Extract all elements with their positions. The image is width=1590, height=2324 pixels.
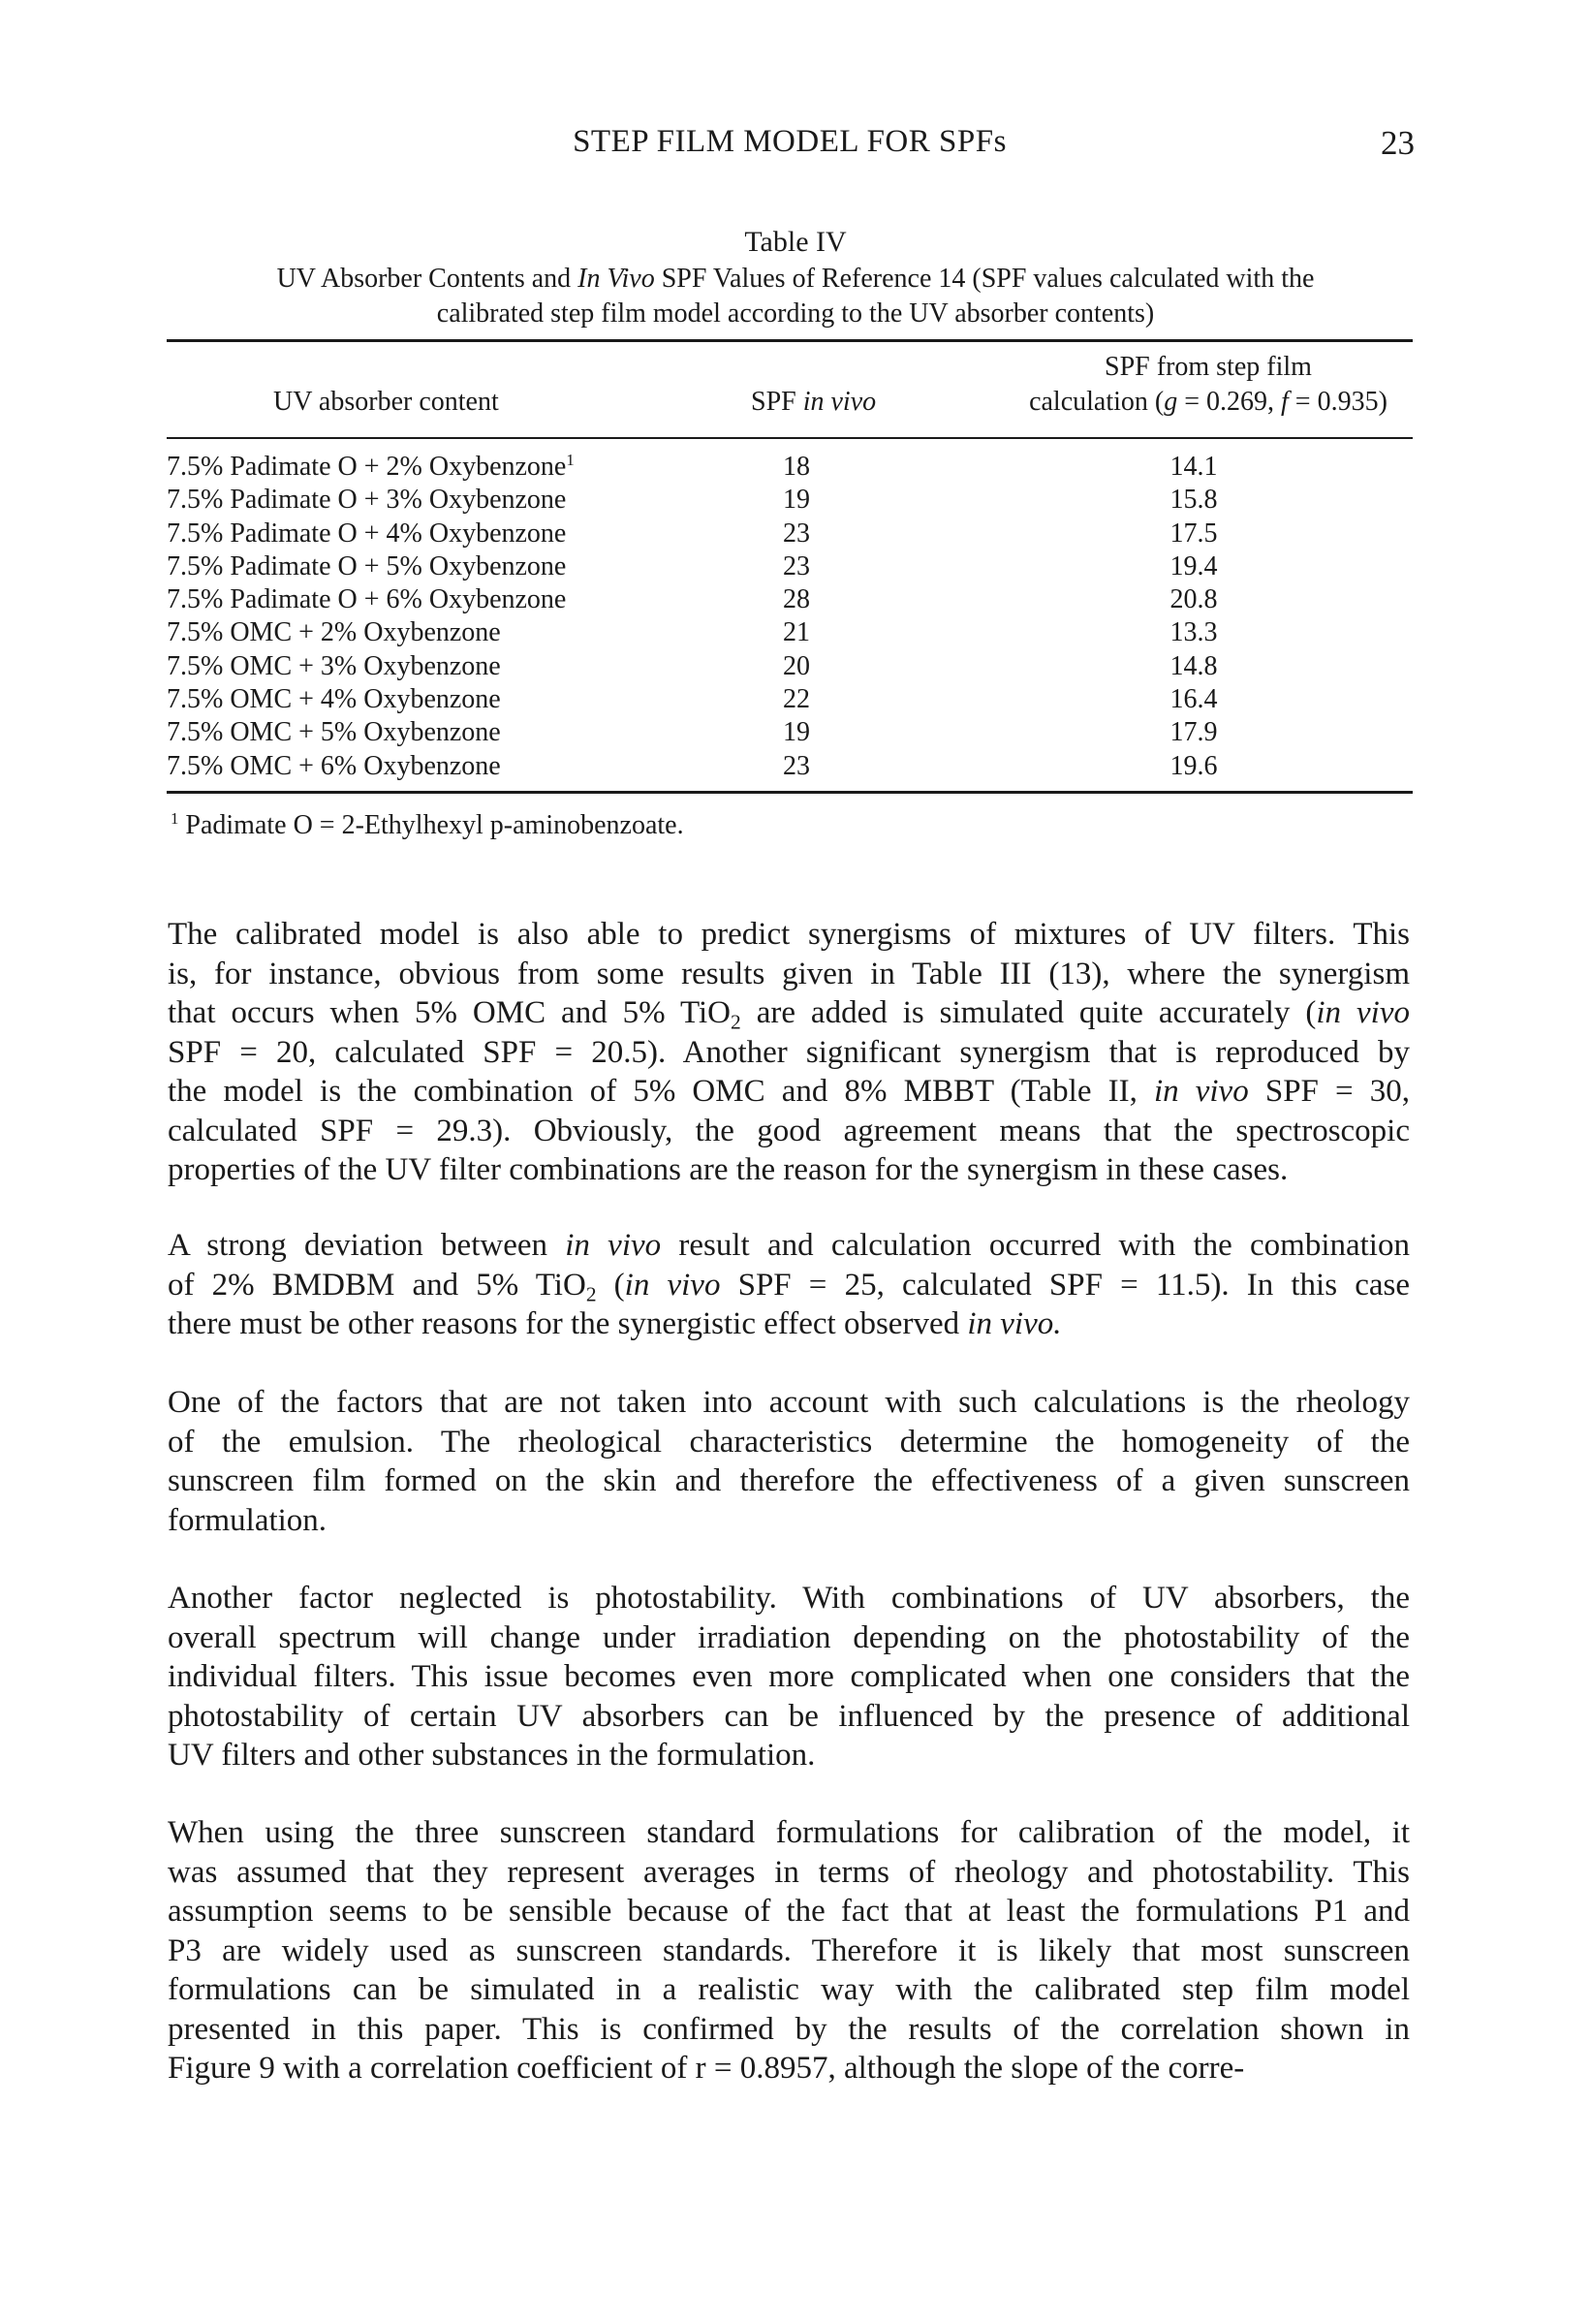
spf-in-vivo-cell: 23: [783, 550, 810, 581]
text-line: properties of the UV filter combinations are the reason for the synergism in these cases.: [168, 1152, 1289, 1187]
spf-in-vivo-cell: 19: [783, 485, 810, 516]
text-line: was assumed that they represent averages in terms of rheology and photostability. This: [168, 1854, 1410, 1890]
table-row: [167, 583, 1417, 616]
spf-calculated-cell: 14.1: [1169, 452, 1218, 482]
text-line: is, for instance, obvious from some results given in Table III (13), where the synergism: [168, 956, 1410, 991]
spf-in-vivo-cell: 18: [783, 452, 810, 482]
absorber-text: 7.5% Padimate O + 2% Oxybenzone: [167, 452, 567, 482]
text-line: SPF = 20, calculated SPF = 20.5). Another significant synergism that is reproduced by: [168, 1034, 1410, 1070]
spf-calculated-cell: 19.6: [1169, 750, 1218, 781]
table-row: [167, 616, 1417, 649]
text-line: [168, 993, 1410, 1033]
text-line: formulation.: [168, 1502, 327, 1538]
table-row: [167, 518, 1417, 550]
table-header-rule: [167, 437, 1413, 439]
table-row: [167, 650, 1417, 683]
caption-line-2: calibrated step film model according to the UV absorber contents): [436, 298, 1155, 329]
text-line: [168, 1304, 1410, 1344]
table-bottom-rule: [167, 791, 1413, 794]
text-line: calculated SPF = 29.3). Obviously, the good agreement means that the spectroscopic: [168, 1113, 1410, 1148]
text-line: [168, 1072, 1410, 1112]
text-segment: of 2% BMDBM and 5% TiO: [168, 1267, 586, 1303]
italic-text: in vivo: [1316, 995, 1410, 1030]
spf-in-vivo-cell: 20: [783, 650, 810, 681]
table-row: [167, 683, 1417, 716]
text-line: Figure 9 with a correlation coefficient of r = 0.8957, although the slope of the corre-: [168, 2051, 1245, 2086]
text-line: Another factor neglected is photostability. With combinations of UV absorbers, the: [168, 1581, 1410, 1616]
caption-text-part: UV Absorber Contents and: [276, 264, 578, 294]
paragraph: [168, 1226, 1410, 1344]
spf-calculated-cell: 13.3: [1169, 617, 1218, 648]
text-segment: the model is the combination of 5% OMC and 8% MBBT (Table II,: [168, 1074, 1154, 1109]
paragraph: [168, 1383, 1410, 1540]
italic-text: in vivo.: [967, 1306, 1062, 1341]
spf-calculated-cell: 17.5: [1169, 518, 1218, 549]
text-line: photostability of certain UV absorbers can be influenced by the presence of additional: [168, 1698, 1410, 1734]
absorber-text: 7.5% OMC + 6% Oxybenzone: [167, 750, 501, 781]
table-row: [167, 550, 1417, 583]
text-line: The calibrated model is also able to predict synergisms of mixtures of UV filters. This: [168, 917, 1410, 952]
spf-calculated-cell: 14.8: [1169, 650, 1218, 681]
text-segment: SPF = 25, calculated SPF = 11.5). In this case: [720, 1267, 1410, 1303]
absorber-text: 7.5% Padimate O + 6% Oxybenzone: [167, 584, 567, 615]
table-label: Table IV: [744, 226, 847, 258]
column-header-absorber: UV absorber content: [273, 387, 499, 417]
italic-text: in vivo: [565, 1228, 662, 1263]
paragraph: [168, 1579, 1410, 1775]
column-header-spf-calculated: [1000, 350, 1417, 420]
header-italic: in vivo: [802, 387, 877, 417]
text-segment: that occurs when 5% OMC and 5% TiO: [168, 995, 732, 1030]
paragraph: [168, 915, 1410, 1190]
table-row: [167, 716, 1417, 749]
header-italic: g: [1164, 387, 1178, 417]
header-text-part: SPF from step film: [1105, 352, 1312, 382]
absorber-cell: [167, 616, 501, 649]
absorber-text: 7.5% OMC + 3% Oxybenzone: [167, 650, 501, 681]
caption-text-part: SPF Values of Reference 14 (SPF values calculated with the: [654, 264, 1315, 294]
text-line: [168, 1266, 1410, 1305]
spf-in-vivo-cell: 23: [783, 750, 810, 781]
spf-in-vivo-cell: 19: [783, 717, 810, 748]
column-header-spf-in-vivo: [751, 385, 876, 420]
text-line: of the emulsion. The rheological characteristics determine the homogeneity of the: [168, 1424, 1410, 1460]
absorber-text: 7.5% Padimate O + 3% Oxybenzone: [167, 485, 567, 516]
footnote-text: Padimate O = 2-Ethylhexyl p-aminobenzoate.: [178, 810, 684, 840]
text-line: When using the three sunscreen standard formulations for calibration of the model, it: [168, 1815, 1410, 1850]
absorber-cell: [167, 650, 501, 683]
spf-in-vivo-cell: 21: [783, 617, 810, 648]
footnote-ref: 1: [566, 450, 575, 469]
page-number: 23: [1381, 124, 1415, 162]
absorber-cell: [167, 583, 566, 616]
header-italic: f: [1281, 387, 1289, 417]
text-line: individual filters. This issue becomes even more complicated when one considers that the: [168, 1659, 1410, 1694]
spf-calculated-cell: 15.8: [1169, 485, 1218, 516]
table-row: [167, 750, 1417, 783]
table-row: [167, 451, 1417, 484]
text-line: presented in this paper. This is confirmed by the results of the correlation shown in: [168, 2011, 1410, 2047]
caption-text: [277, 264, 1315, 294]
header-text-part: = 0.935): [1288, 387, 1387, 417]
absorber-text: 7.5% OMC + 2% Oxybenzone: [167, 617, 501, 648]
absorber-cell: [167, 451, 575, 484]
text-line: UV filters and other substances in the formulation.: [168, 1738, 816, 1773]
spf-calculated-cell: 19.4: [1169, 550, 1218, 581]
absorber-cell: [167, 716, 501, 749]
italic-text: in vivo: [624, 1267, 721, 1303]
caption-italic: In Vivo: [577, 264, 655, 294]
text-line: sunscreen film formed on the skin and therefore the effectiveness of a given sunscreen: [168, 1463, 1410, 1498]
table-top-rule: [167, 339, 1413, 342]
spf-in-vivo-cell: 28: [783, 584, 810, 615]
text-segment: result and calculation occurred with the combination: [661, 1228, 1410, 1263]
subscript: 2: [585, 1281, 597, 1305]
header-text-part: calculation (: [1029, 387, 1165, 417]
absorber-cell: [167, 484, 566, 517]
text-line: overall spectrum will change under irradiation depending on the photostability of the: [168, 1619, 1410, 1655]
text-line: P3 are widely used as sunscreen standards. Therefore it is likely that most sunscreen: [168, 1932, 1410, 1968]
spf-in-vivo-cell: 23: [783, 518, 810, 549]
text-segment: (: [596, 1267, 625, 1303]
absorber-text: 7.5% Padimate O + 5% Oxybenzone: [167, 550, 567, 581]
text-line: formulations can be simulated in a realistic way with the calibrated step film model: [168, 1972, 1410, 2007]
absorber-cell: [167, 550, 566, 583]
absorber-text: 7.5% OMC + 4% Oxybenzone: [167, 684, 501, 715]
subscript: 2: [731, 1010, 741, 1034]
table-row: [167, 484, 1417, 517]
text-line: [168, 1226, 1410, 1266]
text-segment: SPF = 30,: [1248, 1074, 1411, 1109]
footnote-mark: 1: [171, 808, 179, 828]
running-head: [165, 124, 1415, 171]
spf-calculated-cell: 17.9: [1169, 717, 1218, 748]
table-caption: [225, 225, 1366, 331]
spf-calculated-cell: 20.8: [1169, 584, 1218, 615]
absorber-cell: [167, 683, 501, 716]
spf-calculated-cell: 16.4: [1169, 684, 1218, 715]
absorber-text: 7.5% OMC + 5% Oxybenzone: [167, 717, 501, 748]
italic-text: in vivo: [1153, 1074, 1249, 1109]
text-segment: are added is simulated quite accurately (: [740, 995, 1317, 1030]
paragraph: [168, 1813, 1410, 2088]
absorber-cell: [167, 750, 501, 783]
table-body: [167, 451, 1417, 783]
table-footnote: [171, 808, 684, 843]
text-segment: there must be other reasons for the synergistic effect observed: [168, 1306, 968, 1341]
text-line: assumption seems to be sensible because of the fact that at least the formulations P1 and: [168, 1894, 1410, 1929]
text-line: One of the factors that are not taken into account with such calculations is the rheology: [168, 1385, 1410, 1420]
text-segment: A strong deviation between: [168, 1228, 566, 1263]
header-text-part: SPF: [751, 387, 803, 417]
header-text-part: = 0.269,: [1177, 387, 1282, 417]
running-title: STEP FILM MODEL FOR SPFs: [573, 124, 1007, 159]
absorber-cell: [167, 518, 566, 550]
absorber-text: 7.5% Padimate O + 4% Oxybenzone: [167, 518, 567, 549]
spf-in-vivo-cell: 22: [783, 684, 810, 715]
